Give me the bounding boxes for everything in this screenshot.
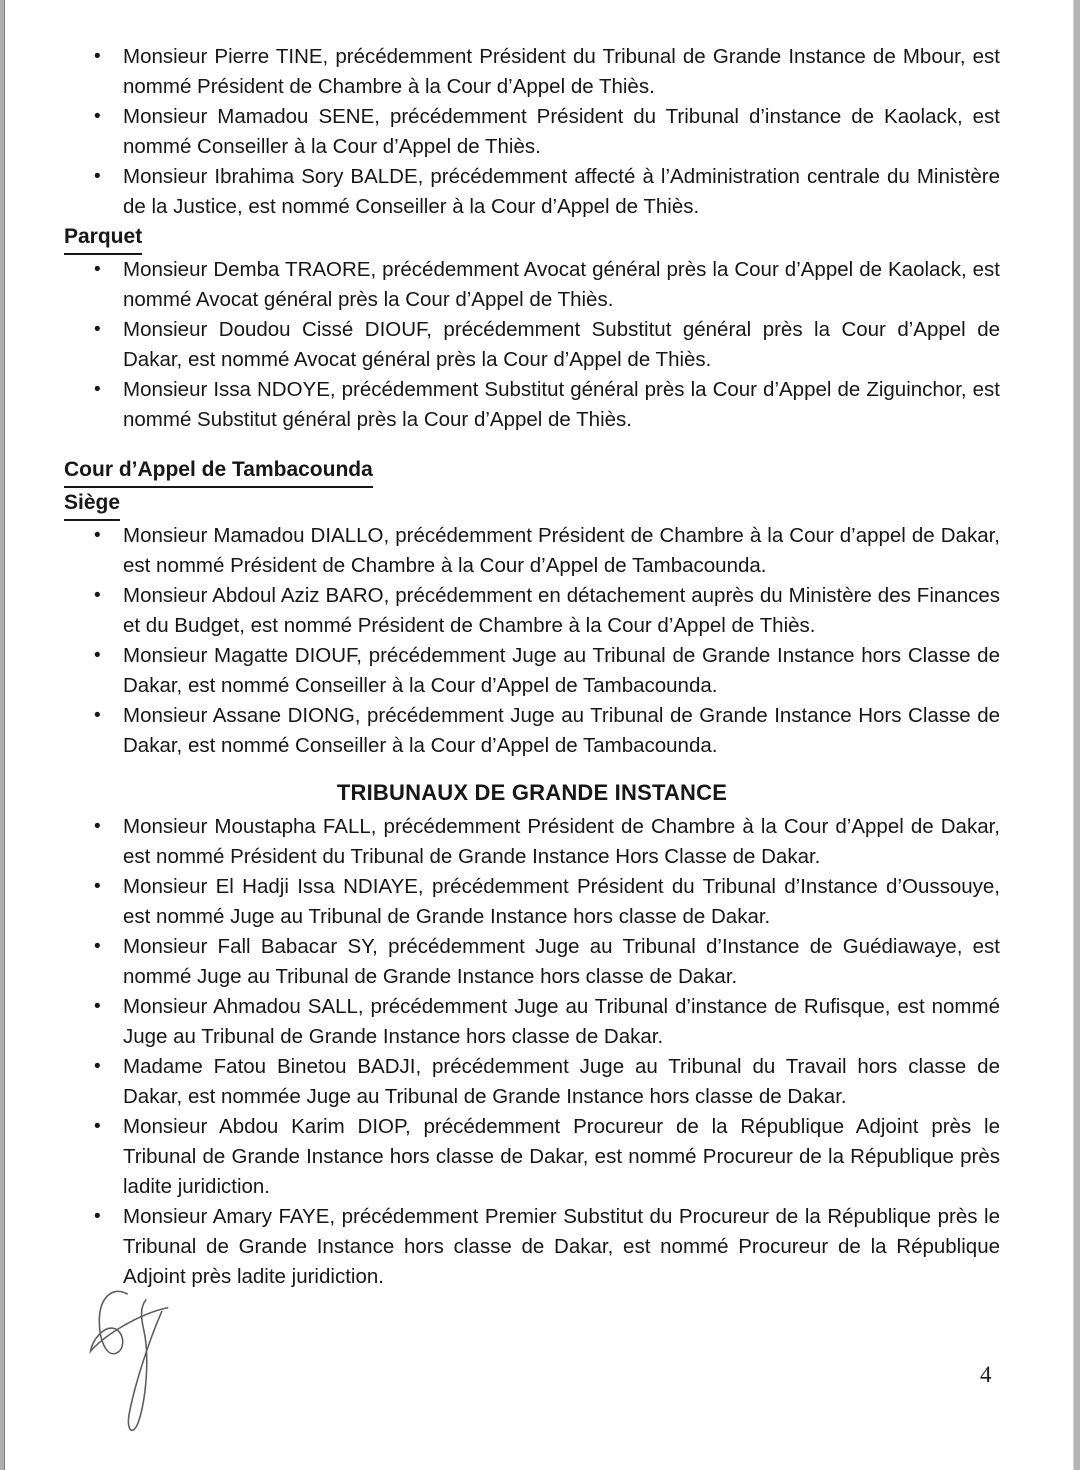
siege-heading: Siège — [64, 488, 1000, 521]
appointment-text: Monsieur El Hadji Issa NDIAYE, précédemment Président du Tribunal d’Instance d’Oussouye, est nommé Juge au Tribunal de Grande Instance hors classe de Dakar. — [123, 875, 1000, 928]
appointment-text: Monsieur Assane DIONG, précédemment Juge au Tribunal de Grande Instance Hors Classe de Dakar, est nommé Conseiller à la Cour d’Appel de Tambacounda. — [123, 704, 1000, 757]
list-item — [64, 255, 1000, 315]
siege-tambacounda-list — [64, 521, 1000, 761]
bullet-icon: • — [94, 1116, 101, 1137]
bullet-icon: • — [94, 166, 101, 187]
list-item — [64, 102, 1000, 162]
bullet-icon: • — [94, 525, 101, 546]
parquet-heading: Parquet — [64, 222, 1000, 255]
list-item — [64, 521, 1000, 581]
bullet-icon: • — [94, 46, 101, 67]
appointment-text: Monsieur Mamadou SENE, précédemment Président du Tribunal d’instance de Kaolack, est nommé Conseiller à la Cour d’Appel de Thiès. — [123, 105, 1000, 158]
document-body — [64, 42, 1000, 1292]
bullet-icon: • — [94, 585, 101, 606]
appointment-text: Monsieur Magatte DIOUF, précédemment Juge au Tribunal de Grande Instance hors Classe de Dakar, est nommé Conseiller à la Cour d’Appel de Tambacounda. — [123, 644, 1000, 697]
appointment-text: Monsieur Pierre TINE, précédemment Président du Tribunal de Grande Instance de Mbour, est nommé Président de Chambre à la Cour d’Appel de Thiès. — [123, 45, 1000, 98]
appointment-text: Monsieur Ahmadou SALL, précédemment Juge au Tribunal d’instance de Rufisque, est nommé Juge au Tribunal de Grande Instance hors classe de Dakar. — [123, 995, 1000, 1048]
appointment-text: Monsieur Amary FAYE, précédemment Premier Substitut du Procureur de la République près le Tribunal de Grande Instance hors classe de Dakar, est nommé Procureur de la République Adjoint près ladite juridiction. — [123, 1205, 1000, 1288]
bullet-icon: • — [94, 645, 101, 666]
tgi-list — [64, 812, 1000, 1292]
list-item — [64, 872, 1000, 932]
bullet-icon: • — [94, 876, 101, 897]
appointment-text: Monsieur Issa NDOYE, précédemment Substitut général près la Cour d’Appel de Ziguinchor, est nommé Substitut général près la Cour d’Appel de Thiès. — [123, 378, 1000, 431]
list-item — [64, 1052, 1000, 1112]
bullet-icon: • — [94, 106, 101, 127]
appointment-text: Monsieur Doudou Cissé DIOUF, précédemment Substitut général près la Cour d’Appel de Dakar, est nommé Avocat général près la Cour d’Appel de Thiès. — [123, 318, 1000, 371]
tambacounda-heading: Cour d’Appel de Tambacounda — [64, 455, 1000, 488]
parquet-thies-list — [64, 255, 1000, 435]
bullet-icon: • — [94, 936, 101, 957]
siege-thies-list — [64, 42, 1000, 222]
list-item — [64, 581, 1000, 641]
tgi-heading: TRIBUNAUX DE GRANDE INSTANCE — [336, 780, 728, 805]
appointment-text: Monsieur Fall Babacar SY, précédemment Juge au Tribunal d’Instance de Guédiawaye, est nommé Juge au Tribunal de Grande Instance hors classe de Dakar. — [123, 935, 1000, 988]
list-item — [64, 992, 1000, 1052]
list-item — [64, 701, 1000, 761]
appointment-text: Monsieur Demba TRAORE, précédemment Avocat général près la Cour d’Appel de Kaolack, est nommé Avocat général près la Cour d’Appel de Thiès. — [123, 258, 1000, 311]
list-item — [64, 315, 1000, 375]
appointment-text: Madame Fatou Binetou BADJI, précédemment Juge au Tribunal du Travail hors classe de Dakar, est nommée Juge au Tribunal de Grande Instance hors classe de Dakar. — [123, 1055, 1000, 1108]
bullet-icon: • — [94, 1056, 101, 1077]
appointment-text: Monsieur Mamadou DIALLO, précédemment Président de Chambre à la Cour d’appel de Dakar, est nommé Président de Chambre à la Cour d’Appel de Tambacounda. — [123, 524, 1000, 577]
appointment-text: Monsieur Abdou Karim DIOP, précédemment Procureur de la République Adjoint près le Tribunal de Grande Instance hors classe de Dakar, est nommé Procureur de la République près ladite juridiction. — [123, 1115, 1000, 1198]
bullet-icon: • — [94, 379, 101, 400]
list-item — [64, 375, 1000, 435]
signature-icon — [84, 1284, 184, 1452]
scan-edge-left — [0, 0, 5, 1470]
bullet-icon: • — [94, 319, 101, 340]
list-item — [64, 42, 1000, 102]
list-item — [64, 932, 1000, 992]
appointment-text: Monsieur Abdoul Aziz BARO, précédemment en détachement auprès du Ministère des Finances et du Budget, est nommé Président de Chambre à la Cour d’Appel de Thiès. — [123, 584, 1000, 637]
bullet-icon: • — [94, 1206, 101, 1227]
scan-edge-right — [1073, 0, 1080, 1470]
list-item — [64, 641, 1000, 701]
bullet-icon: • — [94, 705, 101, 726]
list-item — [64, 162, 1000, 222]
appointment-text: Monsieur Ibrahima Sory BALDE, précédemment affecté à l’Administration centrale du Ministère de la Justice, est nommé Conseiller à la Cour d’Appel de Thiès. — [123, 165, 1000, 218]
bullet-icon: • — [94, 996, 101, 1017]
list-item — [64, 1112, 1000, 1202]
list-item — [64, 1202, 1000, 1292]
bullet-icon: • — [94, 816, 101, 837]
bullet-icon: • — [94, 259, 101, 280]
list-item — [64, 812, 1000, 872]
page-number: 4 — [980, 1362, 992, 1387]
appointment-text: Monsieur Moustapha FALL, précédemment Président de Chambre à la Cour d’Appel de Dakar, est nommé Président du Tribunal de Grande Instance Hors Classe de Dakar. — [123, 815, 1000, 868]
